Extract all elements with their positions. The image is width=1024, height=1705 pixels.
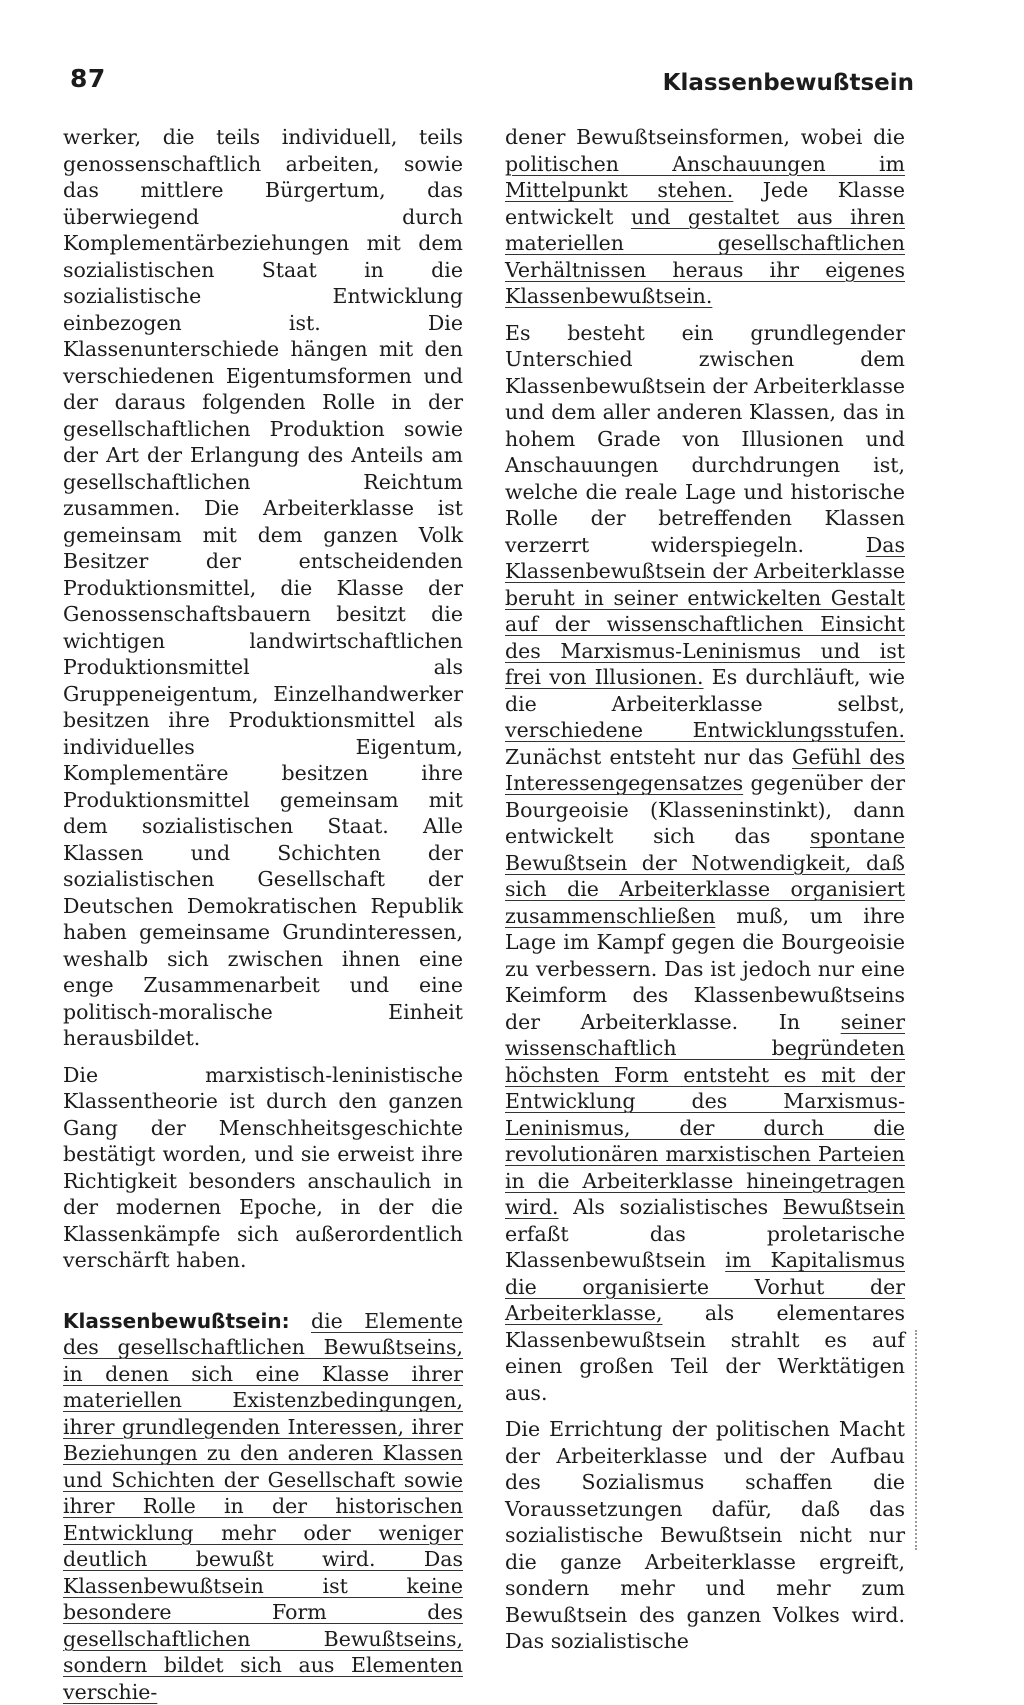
underlined-text: verschiedene Entwicklungsstufen. bbox=[505, 718, 905, 742]
paragraph-forms bbox=[505, 124, 905, 310]
running-title: Klassenbewußtsein bbox=[663, 70, 914, 96]
text-run: Es besteht ein grundlegender Unterschied zwischen dem Klassenbewußtsein der Arbeiterklasse und dem aller anderen Klassen, das in hohem Grade von Illusionen und Anschauungen durchdrungen ist, welche die reale Lage und historische Rolle der betreffenden Klassen verzerrt widerspiegeln. bbox=[505, 321, 905, 557]
page-number: 87 bbox=[70, 64, 106, 93]
entry-term: Klassenbewußtsein: bbox=[63, 1309, 290, 1333]
text-run: Zunächst entsteht nur das bbox=[505, 745, 792, 769]
paragraph-class-theory: Die marxistisch-leninistische Klassentheorie ist durch den ganzen Gang der Menschheitsgeschichte bestätigt worden, und sie erweist ihre Richtigkeit besonders anschaulich in der modernen Epoche, in der die Klassenkämpfe sich außerordentlich verschärft haben. bbox=[63, 1062, 463, 1274]
underlined-text: Gefühl des Interessengegensatzes bbox=[505, 745, 905, 796]
text-run: erfaßt das proletarische Klassenbewußtsein bbox=[505, 1222, 905, 1273]
underlined-text: und gestaltet aus ihren materiellen gesellschaftlichen Verhältnissen heraus ihr eigenes Klassenbewußtsein. bbox=[505, 205, 905, 309]
margin-mark bbox=[915, 1330, 920, 1550]
text-run: Es durchläuft, wie die Arbeiterklasse selbst, bbox=[505, 665, 905, 716]
underlined-text: spontane Bewußtsein der Notwendigkeit, daß sich die Arbeiterklasse organisiert zusammenschließen bbox=[505, 824, 905, 928]
text-run: muß, um ihre Lage im Kampf gegen die Bourgeoisie zu verbessern. Das ist jedoch nur eine Keimform des Klassenbewußtseins der Arbeiterklasse. In bbox=[505, 904, 905, 1034]
underlined-text: Das Klassenbewußtsein der Arbeiterklasse beruht in seiner entwickelten Gestalt auf der wissenschaftlichen Einsicht des Marxismus-Leninismus und ist frei von Illusionen. bbox=[505, 533, 905, 690]
underlined-text: Bewußtsein bbox=[783, 1195, 905, 1219]
text-run: als elementares Klassenbewußtsein strahlt es auf einen großen Teil der Werktätigen aus. bbox=[505, 1301, 905, 1405]
text-run: dener Bewußtseinsformen, wobei die bbox=[505, 125, 905, 149]
entry-definition: die Elemente des gesellschaftlichen Bewußtseins, in denen sich eine Klasse ihrer materiellen Existenzbedingungen, ihrer grundlegenden Interessen, ihrer Beziehungen zu den anderen Klassen und Schichten der Gesellschaft sowie ihrer Rolle in der historischen Entwicklung mehr oder weniger deutlich bewußt wird. Das Klassenbewußtsein ist keine besondere Form des gesellschaftlichen Bewußtseins, sondern bildet sich aus Elementen verschie- bbox=[63, 1309, 463, 1704]
text-run: gegenüber der Bourgeoisie (Klasseninstinkt), dann entwickelt sich das bbox=[505, 771, 905, 848]
paragraph-socialist-consciousness: Die Errichtung der politischen Macht der Arbeiterklasse und der Aufbau des Sozialismus schaffen die Voraussetzungen dafür, daß das sozialistische Bewußtsein nicht nur die ganze Arbeiterklasse ergreift, sondern mehr und mehr zum Bewußtsein des ganzen Volkes wird. Das sozialistische bbox=[505, 1416, 905, 1655]
paragraph-continuation: werker, die teils individuell, teils genossenschaftlich arbeiten, sowie das mittlere Bürgertum, das überwiegend durch Komplementärbeziehungen mit dem sozialistischen Staat in die sozialistische Entwicklung einbezogen ist. Die Klassenunterschiede hängen mit den verschiedenen Eigentumsformen und der daraus folgenden Rolle in der gesellschaftlichen Produktion sowie der Art der Erlangung des Anteils am gesellschaftlichen Reichtum zusammen. Die Arbeiterklasse ist gemeinsam mit dem ganzen Volk Besitzer der entscheidenden Produktionsmittel, die Klasse der Genossenschaftsbauern besitzt die wichtigen landwirtschaftlichen Produktionsmittel als Gruppeneigentum, Einzelhandwerker besitzen ihre Produktionsmittel als individuelles Eigentum, Komplementäre besitzen ihre Produktionsmittel gemeinsam mit dem sozialistischen Staat. Alle Klassen und Schichten der sozialistischen Gesellschaft der Deutschen Demokratischen Republik haben gemeinsame Grundinteressen, weshalb sich zwischen ihnen eine enge Zusammenarbeit und eine politisch-moralische Einheit herausbildet. bbox=[63, 124, 463, 1052]
underlined-text: im Kapitalismus die organisierte Vorhut der Arbeiterklasse, bbox=[505, 1248, 905, 1325]
underlined-text: seiner wissenschaftlich begründeten höchsten Form entsteht es mit der Entwicklung des Marxismus-Leninismus, der durch die revolutionären marxistischen Parteien in die Arbeiterklasse hineingetragen wird. bbox=[505, 1010, 905, 1220]
underlined-text: politischen Anschauungen im Mittelpunkt stehen. bbox=[505, 152, 905, 203]
paragraph-difference bbox=[505, 320, 905, 1407]
dictionary-entry bbox=[63, 1308, 463, 1705]
text-run: Jede Klasse entwickelt bbox=[505, 178, 905, 229]
text-run: Als sozialistisches bbox=[559, 1195, 783, 1219]
right-column bbox=[505, 124, 905, 1655]
left-column bbox=[63, 124, 463, 1705]
